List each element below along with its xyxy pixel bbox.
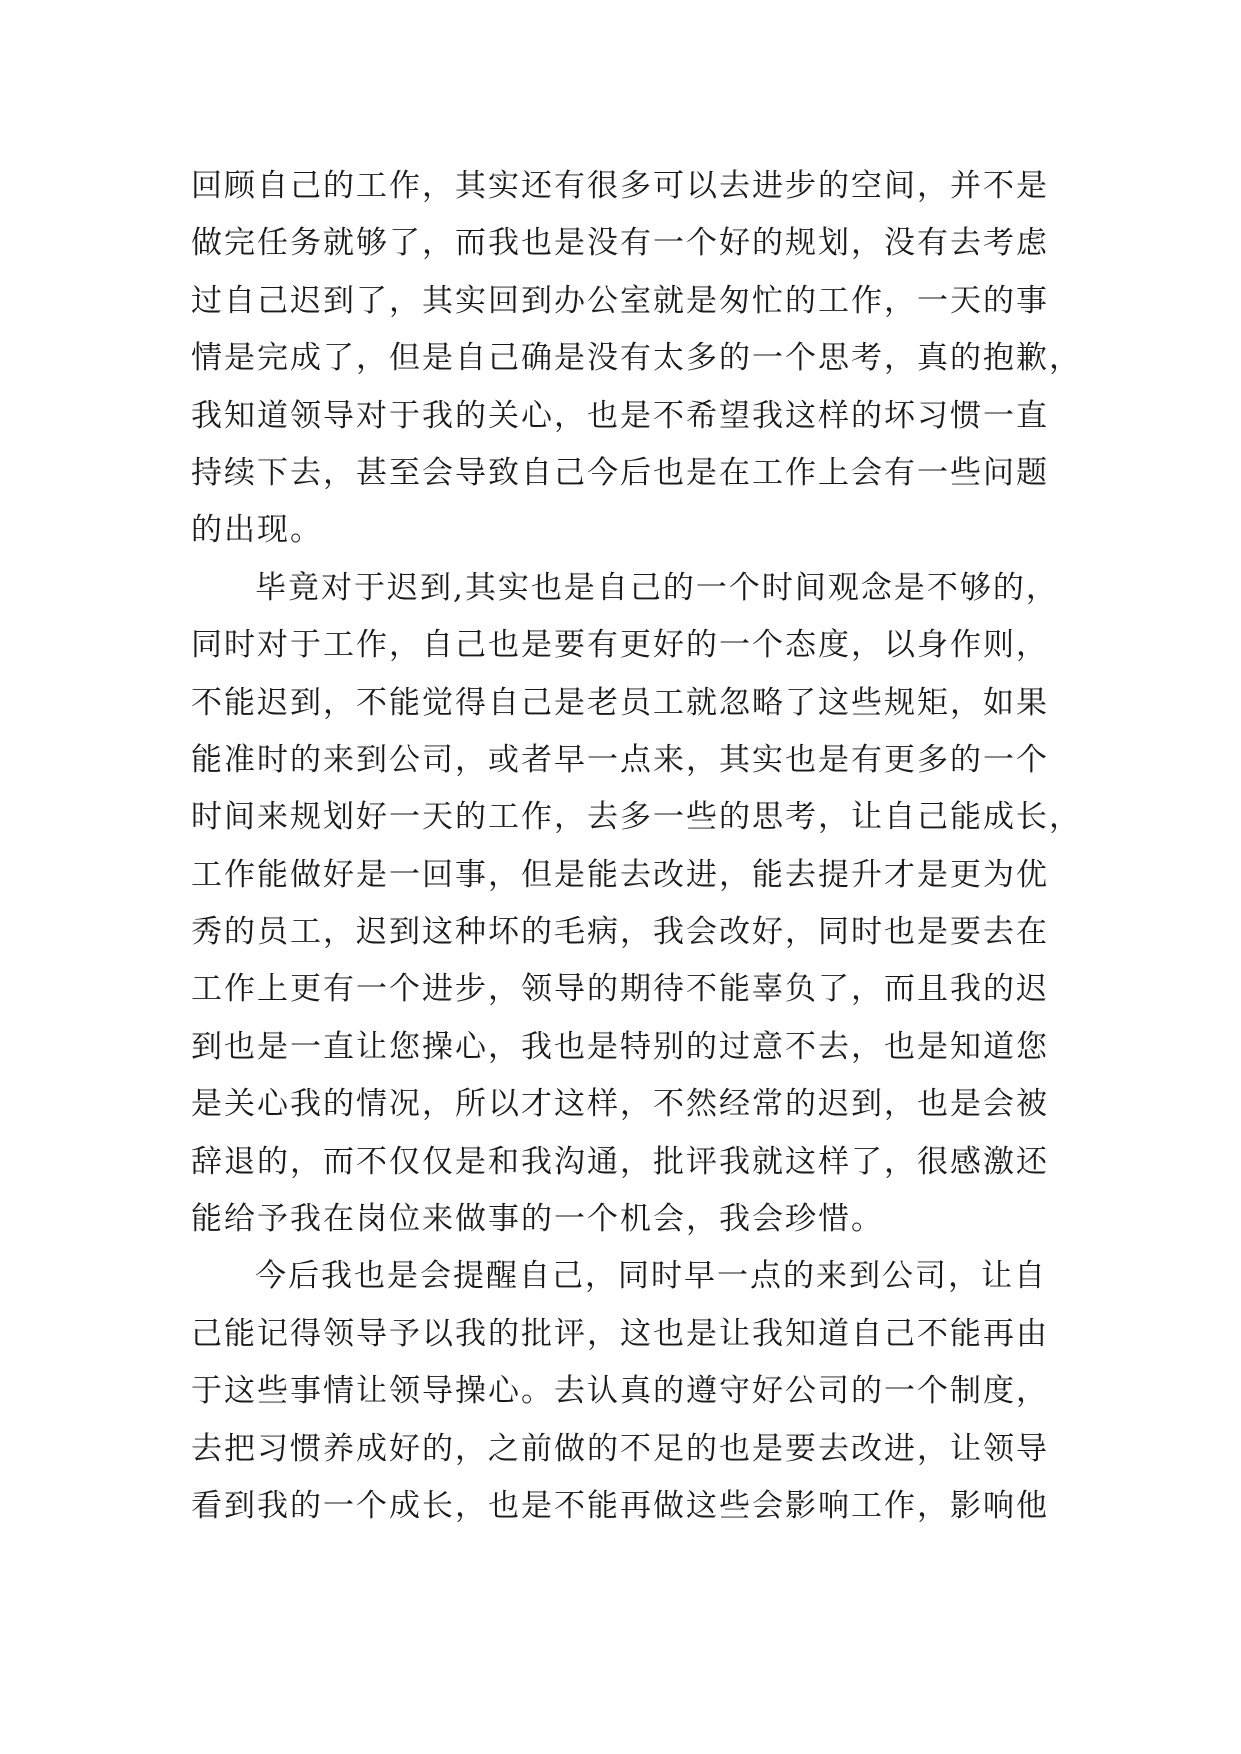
text-line: 过自己迟到了，其实回到办公室就是匆忙的工作，一天的事 xyxy=(191,282,1049,319)
text-line: 是关心我的情况，所以才这样，不然经常的迟到，也是会被 xyxy=(191,1086,1049,1123)
text-line: 时间来规划好一天的工作，去多一些的思考，让自己能成长， xyxy=(191,799,1082,836)
text-line: 去把习惯养成好的，之前做的不足的也是要去改进，让领导 xyxy=(191,1430,1049,1467)
text-line: 同时对于工作，自己也是要有更好的一个态度，以身作则， xyxy=(191,627,1049,664)
text-line: 回顾自己的工作，其实还有很多可以去进步的空间，并不是 xyxy=(191,168,1049,204)
text-line: 能给予我在岗位来做事的一个机会，我会珍惜。 xyxy=(191,1201,884,1238)
text-line: 于这些事情让领导操心。去认真的遵守好公司的一个制度， xyxy=(191,1373,1049,1410)
text-line: 到也是一直让您操心，我也是特别的过意不去，也是知道您 xyxy=(191,1028,1049,1065)
text-line: 不能迟到，不能觉得自己是老员工就忽略了这些规矩，如果 xyxy=(191,684,1049,721)
text-line: 我知道领导对于我的关心，也是不希望我这样的坏习惯一直 xyxy=(191,397,1049,434)
text-line: 的出现。 xyxy=(191,512,323,549)
text-line: 辞退的，而不仅仅是和我沟通，批评我就这样了，很感激还 xyxy=(191,1143,1049,1180)
body-text xyxy=(191,158,1082,1535)
paragraph-start-line: 毕竟对于迟到,其实也是自己的一个时间观念是不够的， xyxy=(255,569,1059,606)
text-line: 持续下去，甚至会导致自己今后也是在工作上会有一些问题 xyxy=(191,454,1049,491)
text-line: 己能记得领导予以我的批评，这也是让我知道自己不能再由 xyxy=(191,1315,1049,1352)
paragraph-start-line: 今后我也是会提醒自己，同时早一点的来到公司，让自 xyxy=(255,1258,1047,1295)
text-line: 工作能做好是一回事，但是能去改进，能去提升才是更为优 xyxy=(191,856,1049,893)
text-line: 看到我的一个成长，也是不能再做这些会影响工作，影响他 xyxy=(191,1487,1049,1524)
text-line: 能准时的来到公司，或者早一点来，其实也是有更多的一个 xyxy=(191,741,1049,778)
text-line: 做完任务就够了，而我也是没有一个好的规划，没有去考虑 xyxy=(191,225,1049,262)
text-line: 秀的员工，迟到这种坏的毛病，我会改好，同时也是要去在 xyxy=(191,914,1049,951)
text-line: 工作上更有一个进步，领导的期待不能辜负了，而且我的迟 xyxy=(191,971,1049,1008)
text-line: 情是完成了，但是自己确是没有太多的一个思考，真的抱歉， xyxy=(191,340,1082,377)
